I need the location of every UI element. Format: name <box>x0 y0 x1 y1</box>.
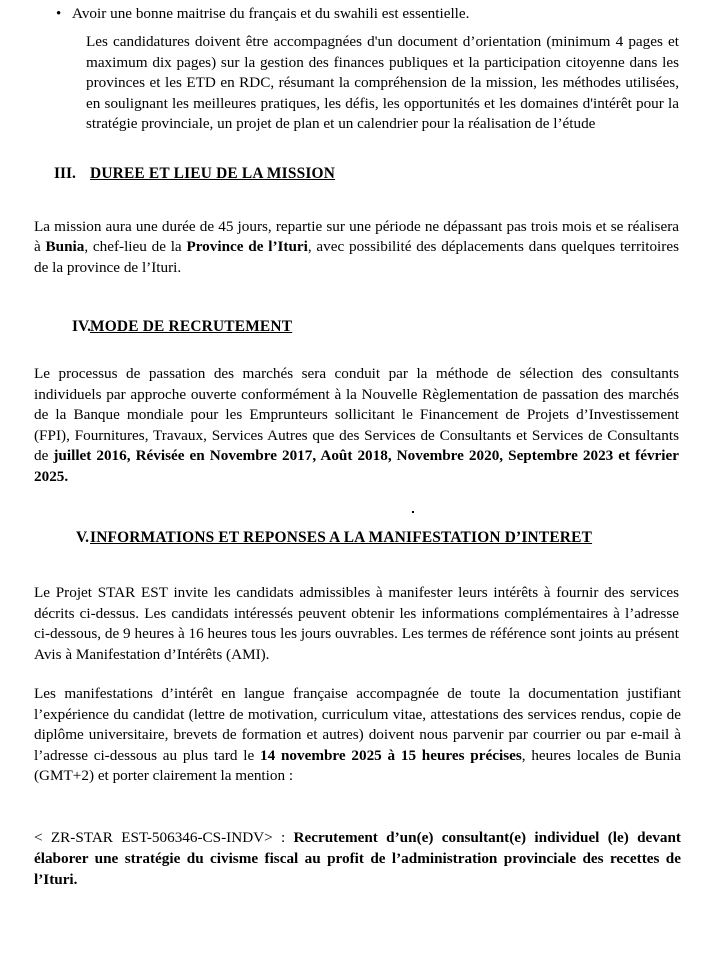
section-heading-iii <box>34 165 681 183</box>
section-title-iv: MODE DE RECRUTEMENT <box>90 318 293 335</box>
list-item <box>34 4 681 24</box>
intro-paragraph: Les candidatures doivent être accompagnées d'un document d’orientation (minimum 4 pages et maximum dix pages) sur la gestion des finances publiques et la participation citoyenne dans les provinces et les ETD en RDC, résumant la compréhension de la mission, les méthodes utilisées, en soulignant les meilleures pratiques, les défis, les opportunités et les domaines d'intérêt pour la stratégie provinciale, un projet de plan et un calendrier pour la réalisation de l’étude <box>86 33 679 132</box>
section-title-v: INFORMATIONS ET REPONSES A LA MANIFESTATION D’INTERET <box>90 529 593 546</box>
section-v-paragraph-1: Le Projet STAR EST invite les candidats admissibles à manifester leurs intérêts à fournir des services décrits ci-dessus. Les candidats intéressés peuvent obtenir les informations complémentaires à l’adresse ci-dessous, de 9 heures à 16 heures tous les jours ouvrables. Les termes de référence sont joints au présent Avis à Manifestation d’Intérêts (AMI). <box>34 584 679 663</box>
section-number-v: V. <box>76 529 89 546</box>
section-v-paragraph-2: Les manifestations d’intérêt en langue française accompagnée de toute la documentation justifiant l’expérience du candidat (lettre de motivation, curriculum vitae, attestations des services rendus, copie de diplôme universitaire, brevets de formation et autres) doivent nous parvenir par courrier ou par e-mail à l’adresse ci-dessous au plus tard le 14 novembre 2025 à 15 heures précises, heures locales de Bunia (GMT+2) et porter clairement la mention : <box>34 685 681 784</box>
reference-mention-block: < ZR-STAR EST-506346-CS-INDV> : Recrutement d’un(e) consultant(e) individuel (le) devant élaborer une stratégie du civisme fiscal au profit de l’administration provinciale des recettes de l’Ituri. <box>34 828 681 888</box>
section-heading-v <box>34 529 681 547</box>
section-heading-iv <box>34 318 681 336</box>
section-title-iii: DUREE ET LIEU DE LA MISSION <box>90 164 336 182</box>
bullet-marker: • <box>56 6 62 22</box>
section-number-iii: III. <box>54 164 76 182</box>
section-iii-paragraph: La mission aura une durée de 45 jours, repartie sur une période ne dépassant pas trois mois et se réalisera à Bunia, chef-lieu de la Province de l’Ituri, avec possibilité des déplacements dans quelques territoires de la province de l’Ituri. <box>34 217 679 276</box>
page-artifact-dot <box>412 511 414 513</box>
section-number-iv: IV. <box>72 318 91 335</box>
bullet-text: Avoir une bonne maitrise du français et du swahili est essentielle. <box>72 5 470 22</box>
section-iv-paragraph: Le processus de passation des marchés sera conduit par la méthode de sélection des consultants individuels par approche ouverte conformément à la Nouvelle Règlementation de passation des marchés de la Banque mondiale pour les Emprunteurs sollicitant le Financement de Projets d’Investissement (FPI), Fournitures, Travaux, Services Autres que des Services de Consultants et Services de Consultants de juillet 2016, Révisée en Novembre 2017, Août 2018, Novembre 2020, Septembre 2023 et février 2025. <box>34 365 679 485</box>
